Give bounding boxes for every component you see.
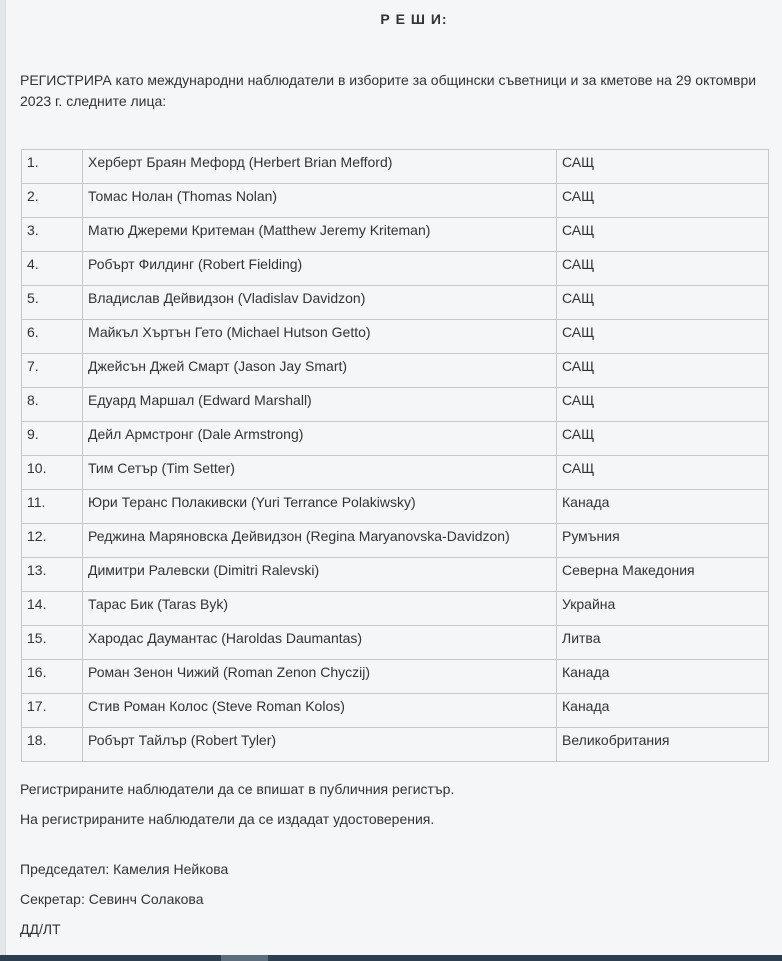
observer-name: Тим Сетър (Tim Setter) [83,456,557,490]
table-row [22,252,769,286]
observer-country: Северна Македония [557,558,769,592]
page-left-border [0,0,6,955]
initials: ДД/ЛТ [20,921,61,937]
scrollbar-thumb[interactable] [221,955,268,961]
row-number: 7. [22,354,83,388]
observer-name: Стив Роман Колос (Steve Roman Kolos) [83,694,557,728]
row-number: 5. [22,286,83,320]
observer-country: Канада [557,490,769,524]
row-number: 2. [22,184,83,218]
observer-name: Юри Теранс Полакивски (Yuri Terrance Polakiwsky) [83,490,557,524]
observer-name: Димитри Ралевски (Dimitri Ralevski) [83,558,557,592]
table-row [22,592,769,626]
certificate-note: На регистрираните наблюдатели да се издадат удостоверения. [20,811,435,827]
table-row [22,320,769,354]
table-row [22,184,769,218]
row-number: 3. [22,218,83,252]
observer-country: САЩ [557,286,769,320]
row-number: 8. [22,388,83,422]
row-number: 18. [22,728,83,762]
table-row [22,626,769,660]
table-row [22,558,769,592]
row-number: 16. [22,660,83,694]
row-number: 11. [22,490,83,524]
observer-name: Матю Джереми Критеман (Matthew Jeremy Kriteman) [83,218,557,252]
observer-name: Майкъл Хъртън Гето (Michael Hutson Getto) [83,320,557,354]
row-number: 15. [22,626,83,660]
table-row [22,286,769,320]
row-number: 6. [22,320,83,354]
observer-country: Румъния [557,524,769,558]
observer-country: САЩ [557,456,769,490]
observer-country: Литва [557,626,769,660]
observer-name: Реджина Маряновска Дейвидзон (Regina Maryanovska-Davidzon) [83,524,557,558]
observer-name: Тарас Бик (Taras Byk) [83,592,557,626]
table-row [22,456,769,490]
row-number: 13. [22,558,83,592]
observer-name: Дейл Армстронг (Dale Armstrong) [83,422,557,456]
decision-heading: Р Е Ш И: [380,11,448,27]
table-row [22,150,769,184]
table-row [22,388,769,422]
observer-country: САЩ [557,354,769,388]
observer-country: Великобритания [557,728,769,762]
row-number: 4. [22,252,83,286]
row-number: 12. [22,524,83,558]
observers-table-body [22,150,769,762]
table-row [22,218,769,252]
table-row [22,524,769,558]
observer-country: САЩ [557,252,769,286]
observer-country: САЩ [557,388,769,422]
observer-name: Робърт Филдинг (Robert Fielding) [83,252,557,286]
observer-country: САЩ [557,218,769,252]
observer-name: Хародас Даумантас (Haroldas Daumantas) [83,626,557,660]
table-row [22,660,769,694]
table-row [22,354,769,388]
row-number: 1. [22,150,83,184]
observer-name: Роман Зенон Чижий (Roman Zenon Chyczij) [83,660,557,694]
secretary-signature: Секретар: Севинч Солакова [20,891,204,907]
table-row [22,422,769,456]
observer-country: Канада [557,694,769,728]
observer-country: САЩ [557,320,769,354]
intro-paragraph: РЕГИСТРИРА като международни наблюдатели в изборите за общински съветници и за кметове на 29 октомври 2023 г. следните лица: [20,72,757,109]
observer-country: Канада [557,660,769,694]
horizontal-scrollbar[interactable] [0,955,782,961]
observer-name: Херберт Браян Мефорд (Herbert Brian Mefford) [83,150,557,184]
row-number: 9. [22,422,83,456]
observers-table [21,149,769,762]
table-row [22,490,769,524]
observer-country: САЩ [557,422,769,456]
row-number: 17. [22,694,83,728]
observer-name: Робърт Тайлър (Robert Tyler) [83,728,557,762]
table-row [22,694,769,728]
observer-name: Владислав Дейвидзон (Vladislav Davidzon) [83,286,557,320]
observer-name: Едуард Маршал (Edward Marshall) [83,388,557,422]
observer-country: Украйна [557,592,769,626]
chairman-signature: Председател: Камелия Нейкова [20,861,229,877]
register-note: Регистрираните наблюдатели да се впишат в публичния регистър. [20,781,455,797]
observer-country: САЩ [557,184,769,218]
table-row [22,728,769,762]
observer-name: Томас Нолан (Thomas Nolan) [83,184,557,218]
row-number: 14. [22,592,83,626]
row-number: 10. [22,456,83,490]
observer-country: САЩ [557,150,769,184]
observer-name: Джейсън Джей Смарт (Jason Jay Smart) [83,354,557,388]
